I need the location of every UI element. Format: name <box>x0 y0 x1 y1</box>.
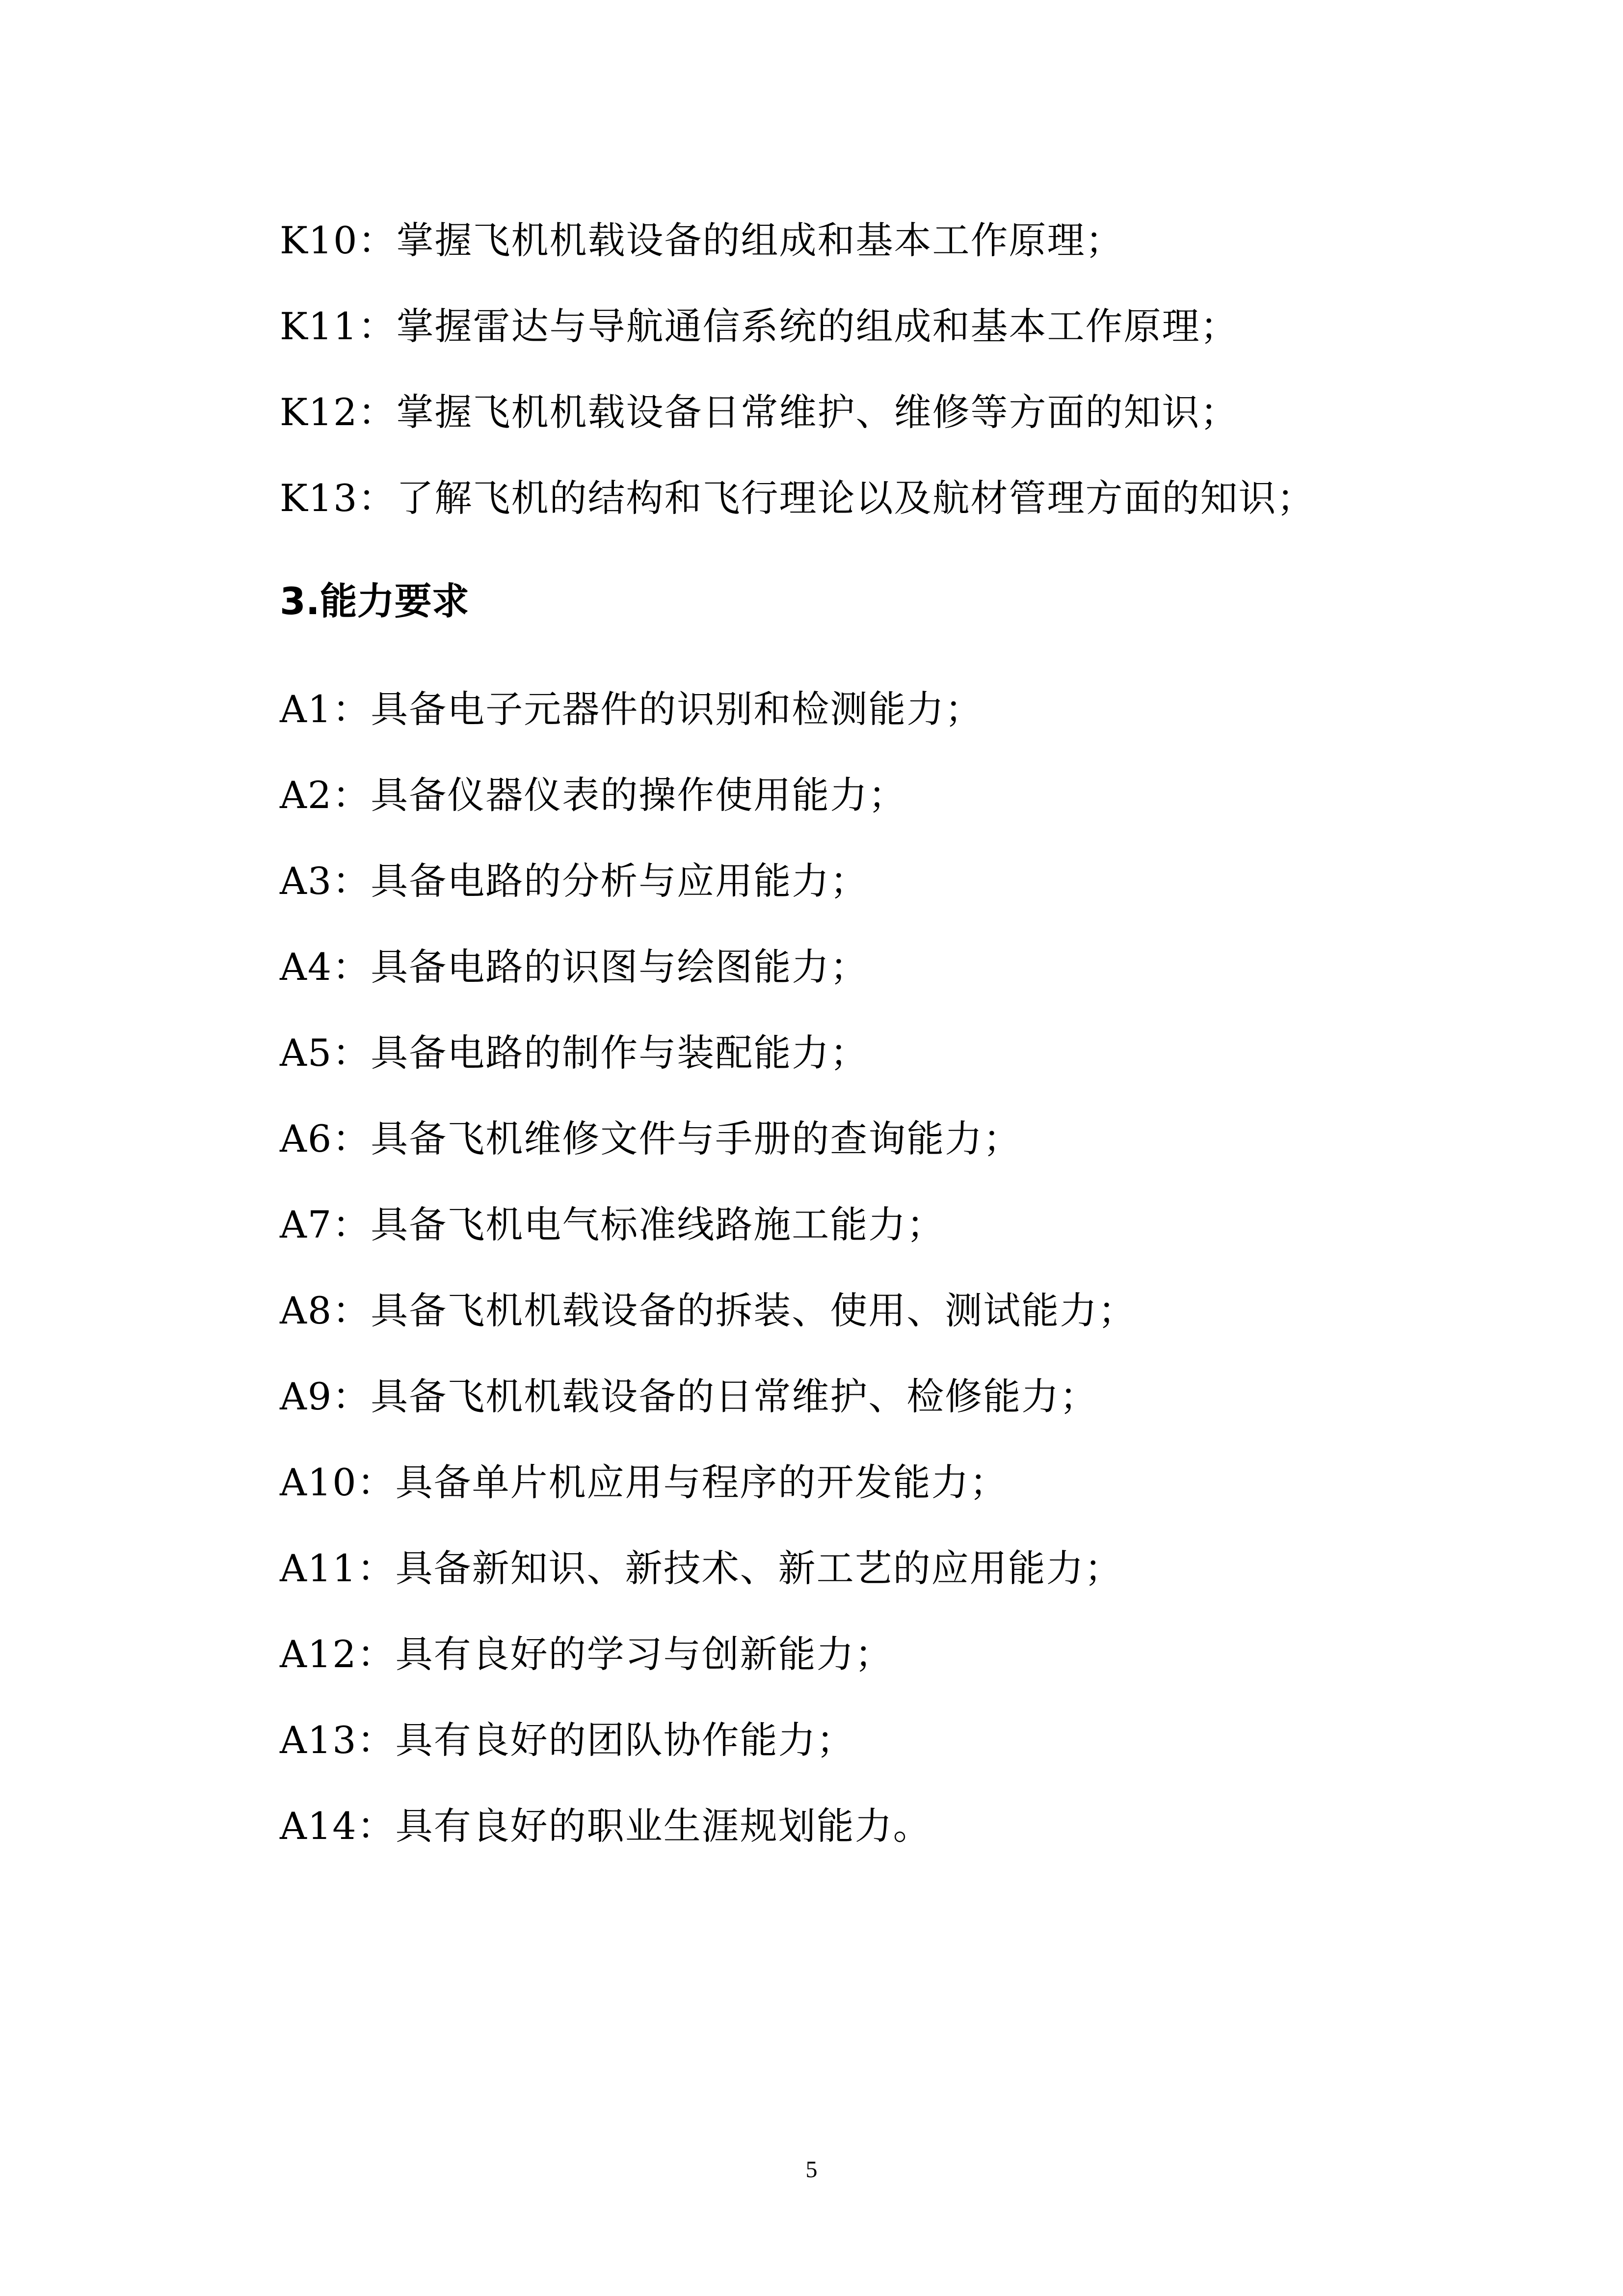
knowledge-item-k13: K13：了解飞机的结构和飞行理论以及航材管理方面的知识； <box>280 476 1315 520</box>
ability-item-a12: A12：具有良好的学习与创新能力； <box>280 1632 893 1676</box>
ability-item-a10: A10：具备单片机应用与程序的开发能力； <box>280 1460 1008 1504</box>
knowledge-item-k12: K12：掌握飞机机载设备日常维护、维修等方面的知识； <box>280 390 1239 434</box>
ability-item-a5: A5：具备电路的制作与装配能力； <box>280 1031 869 1075</box>
ability-item-a6: A6：具备飞机维修文件与手册的查询能力； <box>280 1117 1022 1161</box>
ability-item-a9: A9：具备飞机机载设备的日常维护、检修能力； <box>280 1375 1098 1418</box>
knowledge-item-k11: K11：掌握雷达与导航通信系统的组成和基本工作原理； <box>280 304 1239 348</box>
ability-item-a13: A13：具有良好的团队协作能力； <box>280 1718 855 1762</box>
ability-item-a2: A2：具备仪器仪表的操作使用能力； <box>280 773 907 817</box>
section-heading-ability: 3.能力要求 <box>280 579 469 623</box>
ability-item-a14: A14：具有良好的职业生涯规划能力。 <box>280 1804 931 1848</box>
ability-item-a11: A11：具备新知识、新技术、新工艺的应用能力； <box>280 1546 1123 1590</box>
ability-item-a8: A8：具备飞机机载设备的拆装、使用、测试能力； <box>280 1289 1137 1332</box>
ability-item-a7: A7：具备飞机电气标准线路施工能力； <box>280 1203 945 1246</box>
ability-item-a4: A4：具备电路的识图与绘图能力； <box>280 945 869 989</box>
knowledge-item-k10: K10：掌握飞机机载设备的组成和基本工作原理； <box>280 218 1124 262</box>
ability-item-a3: A3：具备电路的分析与应用能力； <box>280 859 869 903</box>
page-number: 5 <box>805 2157 818 2183</box>
ability-item-a1: A1：具备电子元器件的识别和检测能力； <box>280 687 984 731</box>
